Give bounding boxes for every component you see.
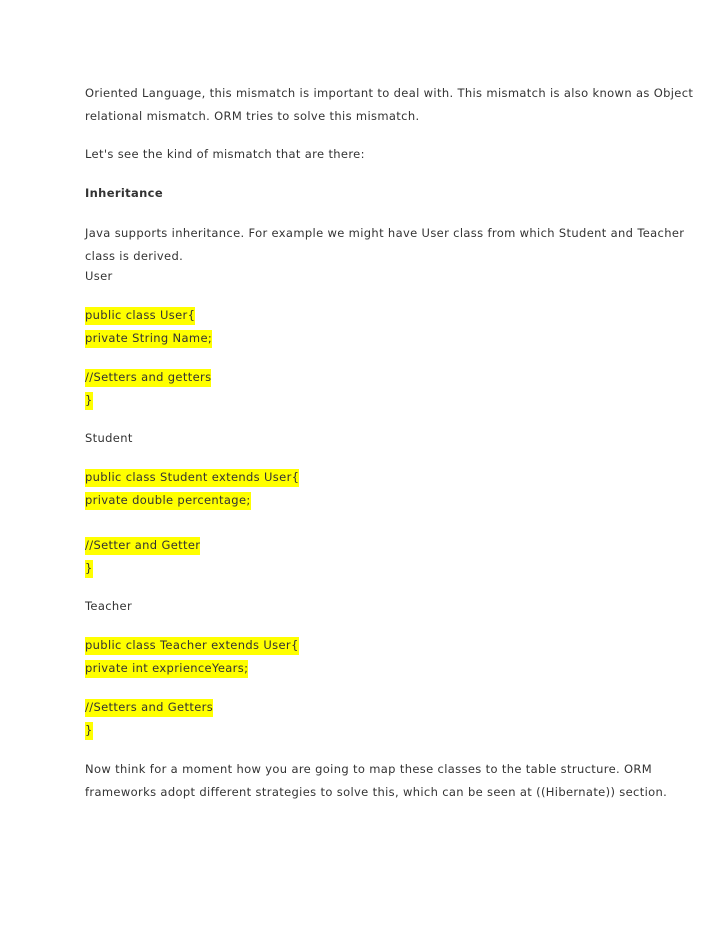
code-highlight: public class Teacher extends User{: [85, 637, 299, 655]
code-highlight: //Setters and Getters: [85, 699, 213, 717]
student-code-line-1: [85, 469, 299, 485]
inheritance-text-line-1: Java supports inheritance. For example we might have User class from which Student and Teacher: [85, 226, 685, 240]
student-code-line-2: [85, 492, 251, 508]
user-code-line-4: [85, 392, 93, 408]
teacher-code-line-2: [85, 660, 248, 676]
student-code-line-3: [85, 537, 200, 553]
user-label: User: [85, 269, 113, 283]
code-highlight: }: [85, 722, 93, 740]
code-highlight: }: [85, 560, 93, 578]
closing-line-1: Now think for a moment how you are going to map these classes to the table structure. ORM: [85, 762, 653, 776]
user-code-line-2: [85, 330, 212, 346]
student-label: Student: [85, 431, 133, 445]
code-highlight: private double percentage;: [85, 492, 251, 510]
lead-in-text: Let's see the kind of mismatch that are there:: [85, 147, 365, 161]
intro-line-1: Oriented Language, this mismatch is important to deal with. This mismatch is also known as Object: [85, 86, 694, 100]
teacher-code-line-4: [85, 722, 93, 738]
student-code-line-4: [85, 560, 93, 576]
user-code-line-3: [85, 369, 211, 385]
teacher-label: Teacher: [85, 599, 133, 613]
teacher-code-line-3: [85, 699, 213, 715]
code-highlight: //Setter and Getter: [85, 537, 200, 555]
code-highlight: public class User{: [85, 307, 195, 325]
code-highlight: //Setters and getters: [85, 369, 211, 387]
teacher-code-line-1: [85, 637, 299, 653]
closing-line-2: frameworks adopt different strategies to solve this, which can be seen at ((Hibernate)) section.: [85, 785, 668, 799]
code-highlight: }: [85, 392, 93, 410]
intro-line-2: relational mismatch. ORM tries to solve this mismatch.: [85, 109, 420, 123]
inheritance-text-line-2: class is derived.: [85, 249, 184, 263]
code-highlight: private int exprienceYears;: [85, 660, 248, 678]
section-heading-inheritance: Inheritance: [85, 186, 163, 200]
code-highlight: private String Name;: [85, 330, 212, 348]
user-code-line-1: [85, 307, 195, 323]
code-highlight: public class Student extends User{: [85, 469, 299, 487]
